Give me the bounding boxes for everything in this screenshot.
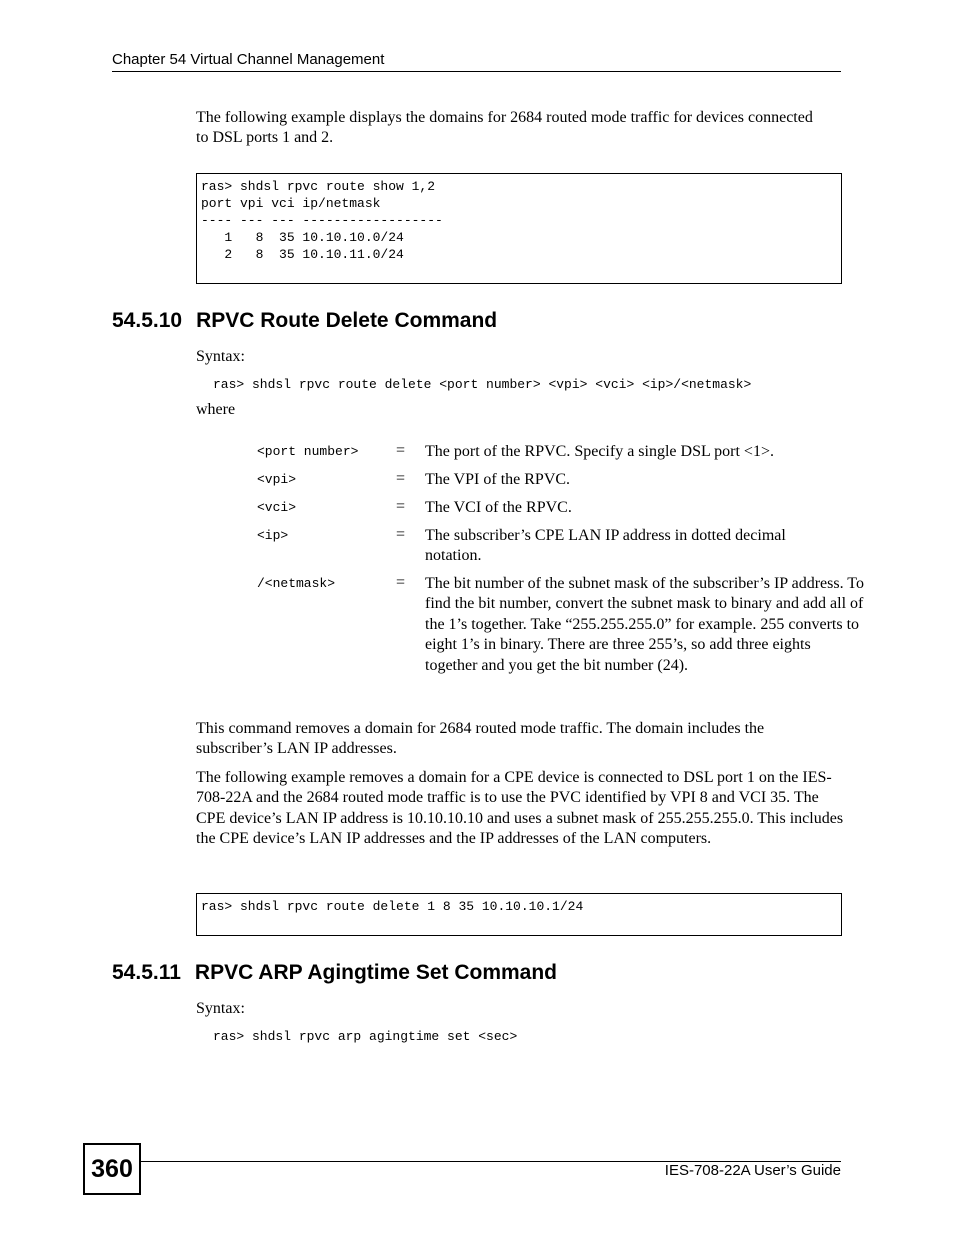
section-heading <box>112 309 497 333</box>
command-description: This command removes a domain for 2684 routed mode traffic. The domain includes the subscriber’s LAN IP addresses. <box>196 720 765 758</box>
param-description: The bit number of the subnet mask of the subscriber’s IP address. To find the bit number, convert the subnet mask to binary and add all of the 1’s together. Take “255.255.255.0” for example. 255 converts to eight 1’s in binary. There are three 255’s, so add three eights together and you get the bit number (24). <box>425 575 864 674</box>
section-number: 54.5.10 <box>112 309 183 332</box>
code-example-show <box>196 173 842 284</box>
param-description: The subscriber’s CPE LAN IP address in dotted decimal notation. <box>425 527 786 565</box>
syntax-label: Syntax: <box>196 1000 245 1017</box>
syntax-command: ras> shdsl rpvc route delete <port number> <vpi> <vci> <ip>/<netmask> <box>213 377 752 392</box>
section-number: 54.5.11 <box>112 961 181 984</box>
syntax-command: ras> shdsl rpvc arp agingtime set <sec> <box>213 1029 518 1044</box>
param-term: <vci> <box>257 500 297 515</box>
header-divider <box>112 71 841 72</box>
param-term: <vpi> <box>257 472 297 487</box>
code-line: ras> shdsl rpvc route delete 1 8 35 10.10.10.1/24 <box>201 899 584 914</box>
code-line: ---- --- --- ------------------ <box>201 213 443 228</box>
param-description: The VCI of the RPVC. <box>425 499 572 516</box>
example-description: The following example removes a domain for a CPE device is connected to DSL port 1 on the IES-708-22A and the 2684 routed mode traffic is to use the PVC identified by VPI 8 and VCI 35. The CPE device’s LAN IP address is 10.10.10.10 and uses a subnet mask of 255.255.255.0. This includes the CPE device’s LAN IP addresses and the IP addresses of the LAN computers. <box>196 769 844 848</box>
param-equals: = <box>396 442 406 459</box>
param-term: /<netmask> <box>257 576 336 591</box>
param-equals: = <box>396 470 406 487</box>
param-term: <ip> <box>257 528 289 543</box>
param-equals: = <box>396 526 406 543</box>
syntax-label: Syntax: <box>196 348 245 365</box>
code-line: 1 8 35 10.10.10.0/24 <box>201 230 404 245</box>
guide-name: IES-708-22A User’s Guide <box>664 1162 841 1179</box>
code-example-delete <box>196 893 842 936</box>
param-description: The port of the RPVC. Specify a single DSL port <1>. <box>425 443 774 460</box>
where-label: where <box>196 401 236 418</box>
code-line: ras> shdsl rpvc route show 1,2 <box>201 179 436 194</box>
section-title: RPVC Route Delete Command <box>196 309 498 332</box>
param-description: The VPI of the RPVC. <box>425 471 571 488</box>
code-line: 2 8 35 10.10.11.0/24 <box>201 247 404 262</box>
intro-paragraph: The following example displays the domains for 2684 routed mode traffic for devices connected to DSL ports 1 and 2. <box>196 109 813 147</box>
param-equals: = <box>396 498 406 515</box>
page-number-box <box>83 1143 141 1195</box>
code-line: port vpi vci ip/netmask <box>201 196 381 211</box>
running-header: Chapter 54 Virtual Channel Management <box>112 51 385 68</box>
section-heading <box>112 961 557 985</box>
param-equals: = <box>396 574 406 591</box>
page-number: 360 <box>91 1154 133 1183</box>
section-title: RPVC ARP Agingtime Set Command <box>194 961 558 984</box>
param-term: <port number> <box>257 444 359 459</box>
